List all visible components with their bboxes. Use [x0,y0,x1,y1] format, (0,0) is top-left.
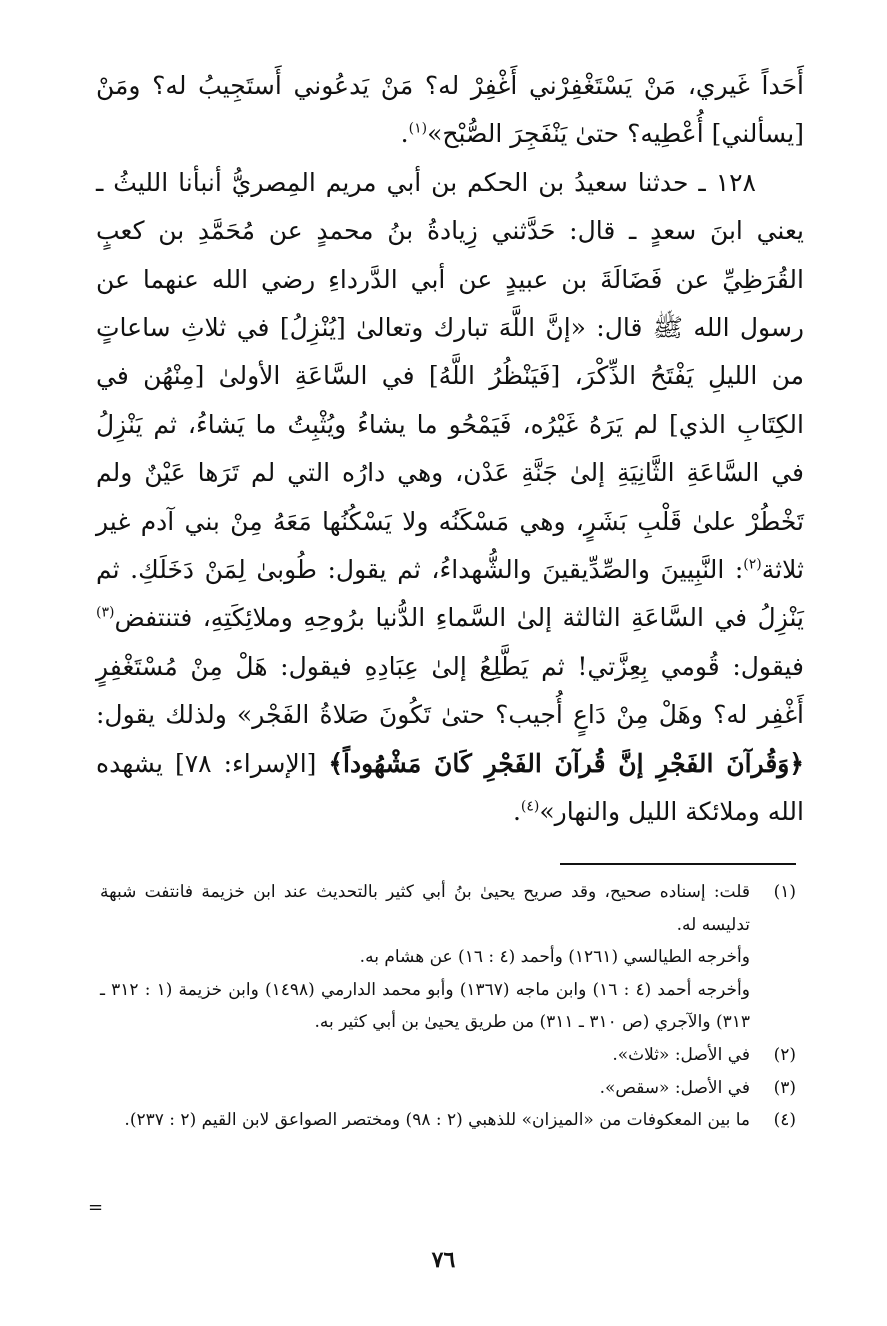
continuation-mark: = [88,1197,104,1218]
hadith-text-part4: [الإسراء: ٧٨] يشهده الله وملائكة الليل والنهار» [96,748,804,827]
quran-verse: ﴿وَقُرآنَ الفَجْرِ إنَّ قُرآنَ الفَجْرِ كَانَ مَشْهُوداً﴾ [328,748,804,778]
footnote-ref-1[interactable]: (١) [408,121,428,138]
footnote-4 [100,1104,796,1137]
hadith-text-part3: فيقول: قُومي بِعِزَّتي! ثم يَطَّلِعُ إلىٰ عِبَادِهِ فيقول: هَلْ مِنْ مُسْتَغْفِرٍ أَغْفِر له؟ وهَلْ مِنْ دَاعٍ أُجيب؟ حتىٰ تَكُونَ صَلاةُ الفَجْر» ولذلك يقول: [96,651,804,730]
footnote-body [100,1039,750,1072]
hadith-text-part2: : النَّبِيينَ والصِّدِّيقينَ والشُّهداءُ، ثم يقول: طُوبىٰ لِمَنْ دَخَلَكِ. ثم يَنْزِلُ في السَّاعَةِ الثالثة إلىٰ السَّماءِ الدُّنيا برُوحِهِ وملائِكَتِهِ، فتنتفض [96,555,804,633]
footnote-ref-4[interactable]: (٤) [520,798,540,815]
continued-paragraph [96,62,804,159]
footnote-ref-2[interactable]: (٢) [743,556,762,573]
hadith-text-part1: ١٢٨ ـ حدثنا سعيدُ بن الحكم بن أبي مريم المِصريُّ أنبأنا الليثُ ـ يعني ابنَ سعدٍ ـ قال: حَدَّثني زِيادةُ بنُ محمدٍ عن مُحَمَّدِ بن كعبٍ القُرَظِيِّ عن فَضَالَةَ بن عبيدٍ عن أبي الدَّرداءِ رضي الله عنهما عن رسول الله ﷺ قال: «إنَّ اللَّهَ تبارك وتعالىٰ [يُنْزِلُ] في ثلاثِ ساعاتٍ من الليلِ يَفْتَحُ الذِّكْرَ، [فَيَنْظُرُ اللَّهُ] في السَّاعَةِ الأولىٰ [مِنْهُن في الكِتَابِ الذي] لم يَرَهُ غَيْرُه، فَيَمْحُو ما يشاءُ ويُثْبِتُ ما يَشاءُ، ثم يَنْزِلُ في السَّاعَةِ الثَّانِيَةِ إلىٰ جَنَّةِ عَدْن، وهي دارُه التي لم تَرَها عَيْنٌ ولم تَخْطُرْ علىٰ قَلْبِ بَشَرٍ، وهي مَسْكَنُه ولا يَسْكُنُها مَعَهُ مِنْ بني آدم غير ثلاثة [96,167,804,585]
footnote-2 [100,1039,796,1072]
footnote-separator [560,863,796,865]
footnote-number: (٤) [773,1110,796,1131]
footnote-3 [100,1072,796,1105]
footnote-number: (٣) [773,1077,796,1098]
footnote-body [100,1072,750,1105]
page-number: ٧٦ [431,1247,456,1273]
footnote-ref-3[interactable]: (٣) [96,605,115,622]
continued-text: أَحَداً غَيري، مَنْ يَسْتَغْفِرْني أَغْفِرْ له؟ مَنْ يَدعُوني أَستَجِيبُ له؟ ومَنْ [يسألني] أُعْطِيه؟ حتىٰ يَنْفَجِرَ الصُّبْح» [96,71,804,149]
hadith-end: . [512,797,521,827]
footnote-line: في الأصل: «ثلاث». [612,1044,750,1065]
footnote-number: (١) [773,882,796,902]
footnote-line: قلت: إسناده صحيح، وقد صريح يحيىٰ بنُ أبي كثير بالتحديث عند ابن خزيمة فانتفت شبهة تدليسه له. [100,882,750,935]
hadith-128 [96,159,804,837]
footnote-line: وأخرجه الطيالسي (١٢٦١) وأحمد (٤ : ١٦) عن هشام به. [359,947,750,968]
footnote-1 [100,876,796,1039]
footnote-line: في الأصل: «سقص». [599,1077,750,1098]
continued-end: . [400,119,409,149]
footnote-line: ما بين المعكوفات من «الميزان» للذهبي (٢ : ٩٨) ومختصر الصواعق لابن القيم (٢ : ٢٣٧). [124,1110,750,1131]
footnote-number: (٢) [773,1044,796,1065]
footnote-body [100,1104,750,1137]
footnotes [100,876,796,1137]
footnote-line: وأخرجه أحمد (٤ : ١٦) وابن ماجه (١٣٦٧) وأبو محمد الدارمي (١٤٩٨) وابن خزيمة (١ : ٣١٢ ـ ٣١٣) والآجري (ص ٣١٠ ـ ٣١١) من طريق يحيىٰ بن أبي كثير به. [100,979,750,1033]
footnote-body [100,876,750,1039]
main-text [96,62,804,837]
